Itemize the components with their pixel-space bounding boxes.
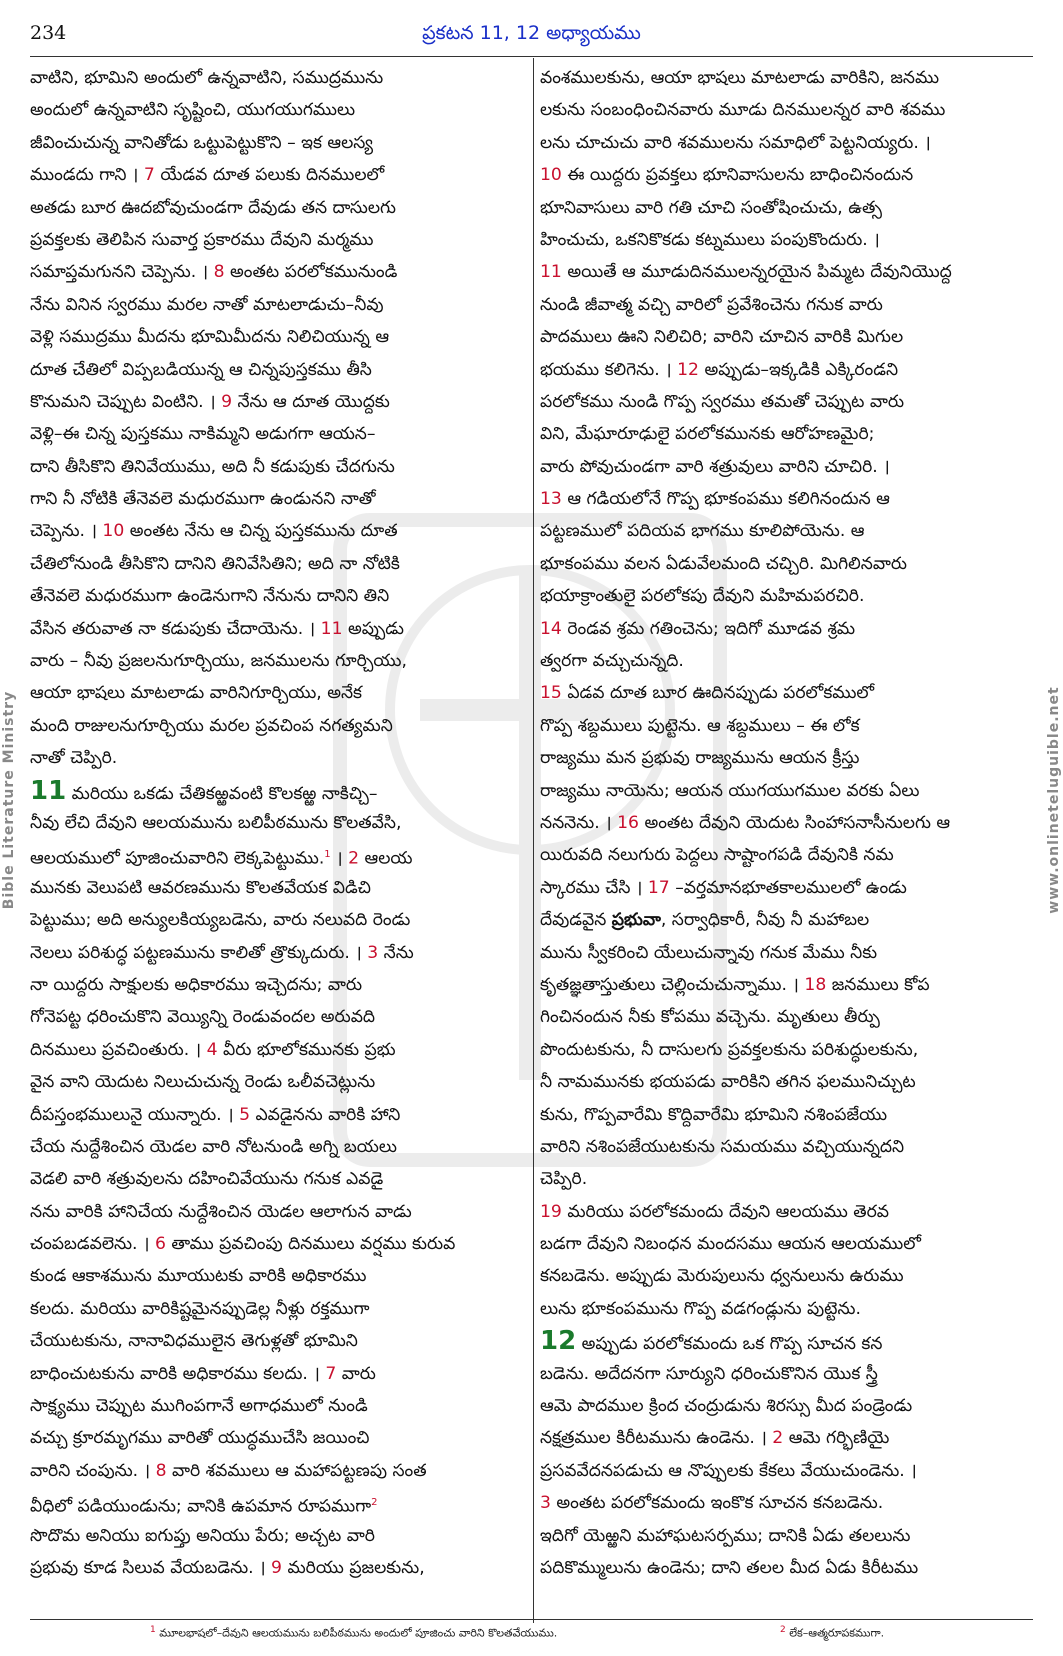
- text-line: [30, 1520, 522, 1552]
- verse-text: త్వరగా వచ్చుచున్నది.: [540, 651, 684, 672]
- footnote-1-text: మూలభాషలో–దేవుని ఆలయమును బలిపీఠమును అందులో పూజించు వారిని కొలతవేయుము.: [159, 1626, 558, 1640]
- verse-text: విని, మేఘారూఢులై పరలోకమునకు ఆరోహణమైరి;: [540, 424, 875, 445]
- text-line: [540, 418, 1032, 450]
- text-line: [30, 127, 522, 159]
- verse-text: ఈ యిద్దరు ప్రవక్తలు భూనివాసులను బాధించినందున: [561, 165, 914, 186]
- footnote-ref: 1: [324, 849, 331, 861]
- verse-number: 13: [540, 489, 562, 510]
- verse-text: వారిని చంపును. ।: [30, 1460, 156, 1481]
- verse-text: గోనెపట్ట ధరించుకొని వెయ్యిన్ని రెండువందల అరువది: [30, 1007, 376, 1028]
- verse-text: చెప్పెను. ।: [30, 521, 103, 542]
- verse-text: వెళ్లి సముద్రము మీదను భూమిమీదను నిలిచియున్న ఆ: [30, 327, 390, 348]
- text-line: [30, 515, 522, 547]
- verse-text: ఇదిగో యెఱ్ఱని మహాఘటసర్పము; దానికి ఏడు తలలును: [540, 1525, 911, 1546]
- verse-number: 12: [677, 359, 699, 380]
- text-line: [30, 224, 522, 256]
- side-label-right: www.onlineteluguible.net: [1046, 686, 1062, 914]
- verse-number: 16: [617, 812, 639, 833]
- text-line: [30, 710, 522, 742]
- verse-text: ప్రవక్తలకు తెలిపిన సువార్త ప్రకారము దేవుని మర్మము: [30, 229, 374, 250]
- text-line: [30, 1034, 522, 1066]
- verse-number: 2: [772, 1428, 784, 1449]
- text-line: [30, 1487, 522, 1519]
- text-line: [30, 256, 522, 288]
- text-line: [540, 613, 1032, 645]
- verse-text: భూనివాసులు వారి గతి చూచి సంతోషించుచు, ఉత్స: [540, 197, 882, 218]
- text-line: [540, 1422, 1032, 1454]
- text-line: [30, 645, 522, 677]
- verse-text: అంతట నేను ఆ చిన్న పుస్తకమును దూత: [124, 521, 398, 542]
- text-line: [30, 1455, 522, 1487]
- text-line: [540, 386, 1032, 418]
- text-line: [30, 1293, 522, 1325]
- text-line: [30, 418, 522, 450]
- footnote-2: [780, 1625, 884, 1643]
- text-line: [540, 1066, 1032, 1098]
- verse-text: వేసిన తరువాత నా కడుపుకు చేదాయెను. ।: [30, 618, 321, 639]
- chapter-number: 12: [540, 1326, 577, 1357]
- verse-text: నేను ఆ దూత యొద్దకు: [232, 391, 390, 412]
- verse-text: నాతో చెప్పిరి.: [30, 748, 118, 769]
- column-divider: [533, 58, 534, 1623]
- verse-text: నెలలు పరిశుద్ధ పట్టణమును కాలితో త్రొక్కుదురు. ।: [30, 942, 368, 963]
- verse-text: లను చూచుచు వారి శవములను సమాధిలో పెట్టనియ్యరు. ।: [540, 132, 931, 153]
- verse-text: వెళ్లి–ఈ చిన్న పుస్తకము నాకిమ్మని అడుగగా ఆయన–: [30, 424, 376, 445]
- verse-text: నక్షత్రముల కిరీటమును ఉండెను. ।: [540, 1428, 773, 1449]
- text-line: [30, 354, 522, 386]
- text-line: [30, 580, 522, 612]
- text-line: [540, 483, 1032, 515]
- text-line: [30, 872, 522, 904]
- verse-text: జనములు కోప: [826, 974, 930, 995]
- verse-text: కలదు. మరియు వారికిష్టమైనప్పుడెల్ల నీళ్లు రక్తముగా: [30, 1298, 370, 1319]
- verse-text: ప్రభువు కూడ సిలువ వేయబడెను. ।: [30, 1557, 272, 1578]
- text-line: [540, 1034, 1032, 1066]
- verse-text: ఆమె గర్భిణియై: [783, 1428, 890, 1449]
- text-line: [30, 1422, 522, 1454]
- text-line: [540, 1390, 1032, 1422]
- text-line: [540, 1228, 1032, 1260]
- text-line: [30, 1163, 522, 1195]
- verse-text: బాధించుటకును వారికి అధికారము కలదు. ।: [30, 1363, 326, 1384]
- text-line: [30, 1390, 522, 1422]
- verse-text: సొదొమ అనియు ఐగుప్తు అనియు పేరు; అచ్చట వారి: [30, 1525, 375, 1546]
- text-line: [30, 1099, 522, 1131]
- text-line: [540, 515, 1032, 547]
- text-line: [540, 1001, 1032, 1033]
- header-rule: [30, 56, 1033, 57]
- verse-text: భయాక్రాంతులై పరలోకపు దేవుని మహిమపరచిరి.: [540, 586, 865, 607]
- verse-text: మంది రాజులనుగూర్చియు మరల ప్రవచింప నగత్యమని: [30, 715, 393, 736]
- verse-text: చేయుటకును, నానావిధములైన తెగుళ్లతో భూమిని: [30, 1331, 358, 1352]
- verse-text: దాని తీసికొని తినివేయుము, అది నీ కడుపుకు చేదగును: [30, 456, 395, 477]
- verse-text: ముండదు గాని ।: [30, 165, 144, 186]
- verse-text: వారు – నీవు ప్రజలనుగూర్చియు, జనములను గూర్చియు,: [30, 651, 407, 672]
- running-title: ప్రకటన 11, 12 అధ్యాయము: [422, 22, 641, 44]
- text-line: [30, 1196, 522, 1228]
- verse-text: సమాప్తమగునని చెప్పెను. ।: [30, 262, 214, 283]
- verse-number: 11: [540, 262, 562, 283]
- text-line: [540, 872, 1032, 904]
- verse-text: నుండి జీవాత్మ వచ్చి వారిలో ప్రవేశించెను గనుక వారు: [540, 294, 883, 315]
- text-line: [540, 1552, 1032, 1584]
- text-line: [30, 1552, 522, 1584]
- verse-text: మరియు ఒకడు చేతికఱ్ఱవంటి కొలకఱ్ఱ నాకిచ్చి–: [66, 783, 378, 804]
- text-line: [30, 1325, 522, 1357]
- verse-text: మరియు ప్రజలకును,: [281, 1557, 425, 1578]
- verse-text: వారు: [336, 1363, 376, 1384]
- verse-number: 10: [102, 521, 125, 542]
- text-line: [540, 937, 1032, 969]
- footnote-2-mark: 2: [780, 1625, 786, 1635]
- text-line: [30, 321, 522, 353]
- verse-text: స్కారము చేసి ।: [540, 877, 648, 898]
- verse-text: అయితే ఆ మూడుదినములన్నరయైన పిమ్మట దేవునియొద్ద: [561, 262, 952, 283]
- verse-text: వారి శవములు ఆ మహాపట్టణపు సంత: [166, 1460, 427, 1481]
- verse-text: సాక్ష్యము చెప్పుట ముగింపగానే అగాధములో నుండి: [30, 1396, 368, 1417]
- verse-text: పాదములు ఊని నిలిచిరి; వారిని చూచిన వారికి మిగుల: [540, 327, 904, 348]
- text-line: [30, 159, 522, 191]
- verse-text: దేవుడవైన: [540, 910, 612, 931]
- verse-number: 7: [325, 1363, 337, 1384]
- text-line: [540, 1260, 1032, 1292]
- text-line: [540, 1163, 1032, 1195]
- text-line: [540, 1196, 1032, 1228]
- text-line: [30, 937, 522, 969]
- verse-text: వంశములకును, ఆయా భాషలు మాటలాడు వారికిని, జనము: [540, 68, 940, 88]
- text-line: [30, 1066, 522, 1098]
- text-line: [540, 451, 1032, 483]
- verse-number: 17: [647, 877, 670, 898]
- verse-text: చంపబడవలెను. ।: [30, 1234, 155, 1255]
- verse-text: ఏడవ దూత బూర ఊదినప్పుడు పరలోకములో: [561, 683, 875, 704]
- verse-number: 14: [540, 618, 562, 639]
- verse-text: రెండవ శ్రమ గతించెను; ఇదిగో మూడవ శ్రమ: [561, 618, 856, 639]
- text-line: [30, 742, 522, 774]
- verse-text: ఆయా భాషలు మాటలాడు వారినిగూర్చియు, అనేక: [30, 683, 363, 704]
- text-line: [540, 159, 1032, 191]
- verse-number: 9: [221, 391, 233, 412]
- verse-text: కుండ ఆకాశమును మూయుటకు వారికి అధికారము: [30, 1266, 367, 1287]
- verse-text: భూకంపము వలన ఏడువేలమంది చచ్చిరి. మిగిలినవారు: [540, 553, 907, 574]
- verse-text: పొందుటకును, నీ దాసులగు ప్రవక్తలకును పరిశుద్ధులకును,: [540, 1039, 919, 1060]
- verse-text: ఆలయ: [359, 849, 413, 870]
- verse-text: అతడు బూర ఊదబోవుచుండగా దేవుడు తన దాసులగు: [30, 197, 396, 218]
- text-line: [540, 904, 1032, 936]
- text-line: [30, 483, 522, 515]
- verse-text: ఆలయములో పూజించువారిని లెక్కపెట్టుము.: [30, 849, 325, 870]
- verse-text: జీవించుచున్న వానితోడు ఒట్టుపెట్టుకొని – ఇక ఆలస్య: [30, 132, 374, 153]
- verse-number: 8: [155, 1460, 167, 1481]
- verse-text: అంతట దేవుని యెదుట సింహాసనాసీనులగు ఆ: [639, 812, 951, 833]
- verse-text: బడగా దేవుని నిబంధన మందసము ఆయన ఆలయములో: [540, 1234, 921, 1255]
- text-line: [30, 775, 522, 807]
- verse-number: 5: [239, 1104, 250, 1125]
- verse-text: ఆ గడియలోనే గొప్ప భూకంపము కలిగినందున ఆ: [561, 489, 890, 510]
- verse-text: , సర్వాధికారీ, నీవు నీ మహాబల: [660, 910, 870, 931]
- verse-text: యేడవ దూత పలుకు దినములలో: [154, 165, 385, 186]
- verse-text: లకును సంబంధించినవారు మూడు దినములన్నర వారి శవము: [540, 100, 946, 121]
- verse-text: పట్టణములో పదియవ భాగము కూలిపోయెను. ఆ: [540, 521, 865, 542]
- footnote-rule: [30, 1619, 1033, 1620]
- text-line: [30, 289, 522, 321]
- verse-number: 11: [320, 618, 343, 639]
- text-line: [30, 807, 522, 839]
- verse-text: గించినందున నీకు కోపము వచ్చెను. మృతులు తీర్పు: [540, 1007, 880, 1028]
- page-number: 234: [30, 22, 67, 44]
- text-line: [540, 839, 1032, 871]
- verse-text: తేనెవలె మధురముగా ఉండెనుగాని నేనును దానిని తిని: [30, 586, 390, 607]
- verse-text: ఆమె పాదముల క్రింద చంద్రుడును శిరస్సు మీద పండ్రెండు: [540, 1396, 913, 1417]
- verse-number: 2: [348, 849, 360, 870]
- verse-text: దీపస్తంభములునై యున్నారు. ।: [30, 1104, 240, 1125]
- verse-number: 9: [271, 1557, 282, 1578]
- verse-text: అప్పుడు పరలోకమందు ఒక గొప్ప సూచన కన: [576, 1334, 883, 1355]
- verse-text: నీవు లేచి దేవుని ఆలయమును బలిపీఠమును కొలతవేసి,: [30, 812, 402, 833]
- verse-text: లును భూకంపమును గొప్ప వడగండ్లును పుట్టెను.: [540, 1298, 861, 1319]
- right-column: [540, 62, 1032, 1584]
- verse-text: అందులో ఉన్నవాటిని సృష్టించి, యుగయుగములు: [30, 100, 356, 121]
- verse-number: 10: [540, 165, 562, 186]
- text-line: [540, 224, 1032, 256]
- verse-text: మును స్వీకరించి యేలుచున్నావు గనుక మేము నీకు: [540, 942, 878, 963]
- verse-text: ప్రసవవేదనపడుచు ఆ నొప్పులకు కేకలు వేయుచుండెను. ।: [540, 1460, 917, 1481]
- text-line: [540, 321, 1032, 353]
- text-line: [30, 1358, 522, 1390]
- text-line: [30, 677, 522, 709]
- text-line: [30, 192, 522, 224]
- footnote-1-mark: 1: [150, 1625, 156, 1635]
- text-line: [540, 289, 1032, 321]
- verse-number: 19: [540, 1201, 562, 1222]
- verse-text: మరియు పరలోకమందు దేవుని ఆలయము తెరవ: [561, 1201, 890, 1222]
- text-line: [30, 839, 522, 871]
- verse-number: 6: [154, 1234, 166, 1255]
- verse-text: ।: [330, 849, 349, 870]
- verse-text: హించుచు, ఒకనికొకడు కట్నములు పంపుకొందురు. ।: [540, 229, 880, 250]
- text-line: [540, 677, 1032, 709]
- verse-number: 7: [143, 165, 155, 186]
- verse-text: నను వారికి హానిచేయ నుద్దేశించిన యెడల ఆలాగున వాడు: [30, 1201, 412, 1222]
- verse-text: ఎవడైనను వారికి హాని: [250, 1104, 401, 1125]
- footnote-2-text: లేక–ఆత్మరూపకముగా.: [789, 1626, 885, 1640]
- verse-text: వైన వాని యెదుట నిలుచుచున్న రెండు ఒలీవచెట్లును: [30, 1072, 376, 1093]
- text-line: [540, 969, 1032, 1001]
- footnote-1: [150, 1625, 557, 1643]
- text-line: [30, 548, 522, 580]
- verse-text: అప్పుడు: [342, 618, 404, 639]
- verse-text: వీరు భూలోకమునకు ప్రభు: [217, 1039, 396, 1060]
- verse-text: గొప్ప శబ్దములు పుట్టెను. ఆ శబ్దములు – ఈ లోక: [540, 715, 860, 736]
- text-line: [540, 807, 1032, 839]
- verse-text: అంతట పరలోకమందు ఇంకొక సూచన కనబడెను.: [550, 1493, 884, 1514]
- verse-text: నీ నామమునకు భయపడు వారికిని తగిన ఫలమునిచ్చుట: [540, 1072, 916, 1093]
- verse-text: రాజ్యము మన ప్రభువు రాజ్యమును ఆయన క్రీస్తు: [540, 748, 860, 769]
- text-line: [540, 1487, 1032, 1519]
- verse-text: –వర్తమానభూతకాలములలో ఉండు: [669, 877, 907, 898]
- text-line: [540, 127, 1032, 159]
- text-line: [540, 548, 1032, 580]
- verse-text: చేతిలోనుండి తీసికొని దానిని తినివేసితిని; అది నా నోటికి: [30, 553, 400, 574]
- verse-text: వారిని నశింపజేయుటకును సమయము వచ్చియున్నదని: [540, 1136, 905, 1157]
- verse-text: మునకు వెలుపటి ఆవరణమును కొలతవేయక విడిచి: [30, 877, 371, 898]
- verse-text: నేను వినిన స్వరము మరల నాతో మాటలాడుచు–నీవు: [30, 294, 384, 315]
- verse-text: నేను: [378, 942, 414, 963]
- verse-text: అంతట పరలోకమునుండి: [224, 262, 398, 283]
- verse-text: నా యిద్దరు సాక్షులకు అధికారము ఇచ్చెదను; వారు: [30, 974, 363, 995]
- text-line: [30, 1228, 522, 1260]
- verse-text: వాటిని, భూమిని అందులో ఉన్నవాటిని, సముద్రమును: [30, 68, 384, 88]
- verse-number: 3: [367, 942, 379, 963]
- text-line: [30, 1001, 522, 1033]
- text-line: [540, 1099, 1032, 1131]
- left-column: [30, 62, 522, 1584]
- text-line: [540, 256, 1032, 288]
- text-line: [540, 580, 1032, 612]
- verse-text: భయము కలిగెను. ।: [540, 359, 678, 380]
- verse-text: పరలోకము నుండి గొప్ప స్వరము తమతో చెప్పుట వారు: [540, 391, 905, 412]
- verse-text: వచ్చు క్రూరమృగము వారితో యుద్ధముచేసి జయించి: [30, 1428, 370, 1449]
- text-line: [30, 451, 522, 483]
- text-line: [540, 1358, 1032, 1390]
- verse-text: కొనుమని చెప్పుట వింటిని. ।: [30, 391, 222, 412]
- text-line: [30, 1131, 522, 1163]
- text-line: [30, 94, 522, 126]
- text-line: [30, 1260, 522, 1292]
- verse-text: కనబడెను. అప్పుడు మెరుపులును ధ్వనులును ఉరుము: [540, 1266, 904, 1287]
- verse-text: వీధిలో పడియుండును; వానికి ఉపమాన రూపముగా: [30, 1496, 372, 1517]
- verse-text: బడెను. అదేదనగా సూర్యుని ధరించుకొనిన యొక స్త్రీ: [540, 1363, 878, 1384]
- verse-number: 15: [540, 683, 562, 704]
- verse-text: రాజ్యము నాయెను; ఆయన యుగయుగముల వరకు ఏలు: [540, 780, 920, 801]
- verse-text: కృతజ్ఞతాస్తుతులు చెల్లించుచున్నాము. ।: [540, 974, 805, 995]
- text-line: [540, 94, 1032, 126]
- verse-text: కును, గొప్పవారేమి కొద్దివారేమి భూమిని నశింపజేయు: [540, 1104, 888, 1125]
- verse-text: పదికొమ్ములును ఉండెను; దాని తలల మీద ఏడు కిరీటము: [540, 1557, 919, 1578]
- text-line: [540, 1131, 1032, 1163]
- verse-number: 4: [206, 1039, 218, 1060]
- verse-text: గాని నీ నోటికి తేనెవలె మధురముగా ఉండునని నాతో: [30, 489, 376, 510]
- text-line: [30, 386, 522, 418]
- text-line: [540, 742, 1032, 774]
- verse-number: 8: [213, 262, 225, 283]
- chapter-number: 11: [30, 775, 67, 806]
- text-line: [30, 904, 522, 936]
- text-line: [540, 62, 1032, 94]
- side-label-left: Bible Literature Ministry: [1, 690, 17, 910]
- text-line: [30, 62, 522, 94]
- verse-text: వారు పోవుచుండగా వారి శత్రువులు వారిని చూచిరి. ।: [540, 456, 890, 477]
- verse-text: పెట్టుము; అది అన్యులకియ్యబడెను, వారు నలువది రెండు: [30, 910, 411, 931]
- text-line: [540, 1293, 1032, 1325]
- verse-text: దూత చేతిలో విప్పబడియున్న ఆ చిన్నపుస్తకము తీసి: [30, 359, 372, 380]
- verse-number: 3: [540, 1493, 551, 1514]
- footnote-ref: 2: [371, 1497, 378, 1509]
- text-line: [540, 192, 1032, 224]
- text-line: [540, 645, 1032, 677]
- text-line: [540, 354, 1032, 386]
- verse-text: చెప్పిరి.: [540, 1169, 588, 1190]
- verse-text: నననెను. ।: [540, 812, 618, 833]
- text-line: [540, 1325, 1032, 1357]
- verse-text: దినములు ప్రవచింతురు. ।: [30, 1039, 207, 1060]
- text-line: [30, 613, 522, 645]
- text-line: [540, 1455, 1032, 1487]
- text-line: [540, 710, 1032, 742]
- verse-text: యిరువది నలుగురు పెద్దలు సాష్టాంగపడి దేవునికి నమ: [540, 845, 894, 866]
- verse-number: 18: [804, 974, 827, 995]
- verse-text: అప్పుడు–ఇక్కడికి ఎక్కిరండని: [698, 359, 899, 380]
- text-line: [30, 969, 522, 1001]
- verse-text: వెడలి వారి శత్రువులను దహించివేయును గనుక ఎవడై: [30, 1169, 384, 1190]
- verse-text: తాము ప్రవచింపు దినములు వర్షము కురువ: [165, 1234, 456, 1255]
- text-line: [540, 775, 1032, 807]
- text-line: [540, 1520, 1032, 1552]
- verse-text: చేయ నుద్దేశించిన యెడల వారి నోటనుండి అగ్ని బయలు: [30, 1136, 397, 1157]
- emphasis-text: ప్రభువా: [611, 910, 661, 931]
